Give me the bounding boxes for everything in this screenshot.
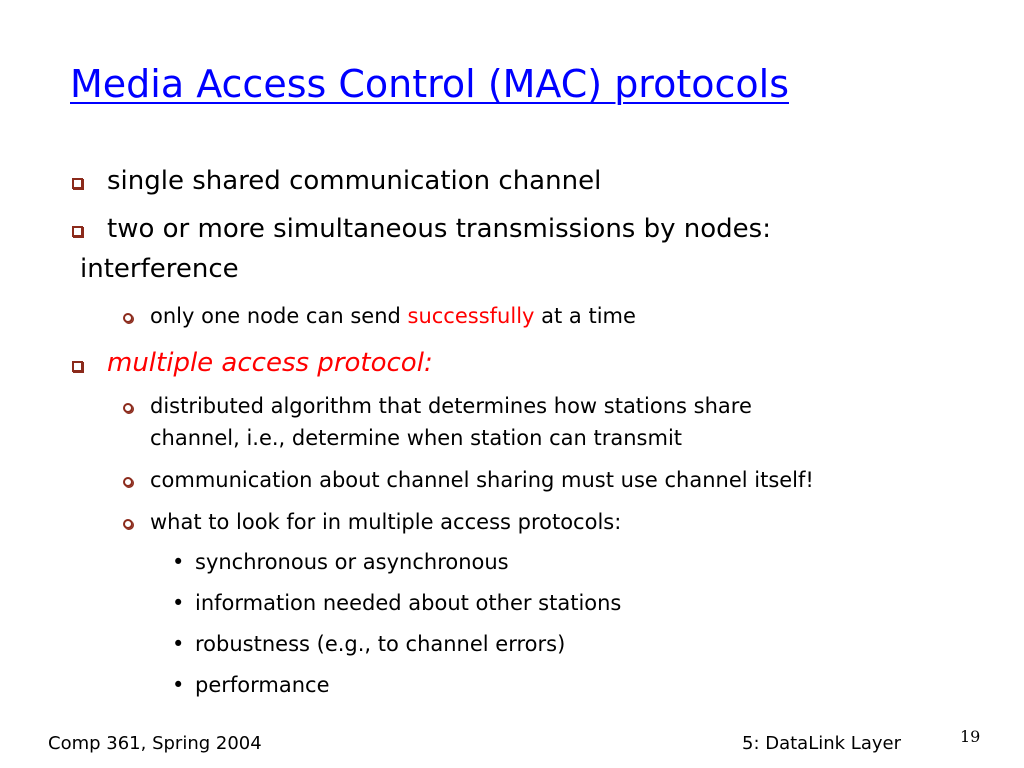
third-level-item: information needed about other stations	[195, 591, 622, 615]
footer-chapter: 5: DataLink Layer	[742, 733, 901, 754]
slide-title: Media Access Control (MAC) protocols	[70, 62, 789, 106]
square-bullet-icon	[72, 226, 83, 237]
third-level-item: synchronous or asynchronous	[195, 550, 509, 574]
sub-bullet-3-1-line2: channel, i.e., determine when station can transmit	[150, 426, 683, 450]
third-level-item: performance	[195, 673, 330, 697]
circle-bullet-icon	[123, 519, 133, 529]
sub-bullet-2-1	[150, 304, 636, 328]
sub-bullet-3-1-line1: distributed algorithm that determines how stations share	[150, 394, 752, 418]
bullet-1-text: single shared communication channel	[107, 166, 602, 196]
sub-bullet-3-2: communication about channel sharing must use channel itself!	[150, 468, 814, 492]
page-number: 19	[960, 727, 981, 746]
third-level-item: robustness (e.g., to channel errors)	[195, 632, 566, 656]
dot-bullet-icon: •	[172, 591, 185, 615]
sub-bullet-2-1-part2: at a time	[534, 304, 636, 328]
bullet-3-text: multiple access protocol:	[107, 348, 433, 378]
circle-bullet-icon	[123, 313, 133, 323]
square-bullet-icon	[72, 361, 83, 372]
circle-bullet-icon	[123, 477, 133, 487]
dot-bullet-icon: •	[172, 632, 185, 656]
square-bullet-icon	[72, 178, 83, 189]
circle-bullet-icon	[123, 403, 133, 413]
sub-bullet-2-1-part1: only one node can send	[150, 304, 408, 328]
dot-bullet-icon: •	[172, 550, 185, 574]
bullet-2-text-line1: two or more simultaneous transmissions by nodes:	[107, 214, 771, 244]
footer-course: Comp 361, Spring 2004	[48, 733, 262, 754]
dot-bullet-icon: •	[172, 673, 185, 697]
sub-bullet-2-1-highlight: successfully	[407, 304, 535, 328]
sub-bullet-3-3: what to look for in multiple access protocols:	[150, 510, 622, 534]
bullet-2-text-line2: interference	[80, 254, 239, 284]
